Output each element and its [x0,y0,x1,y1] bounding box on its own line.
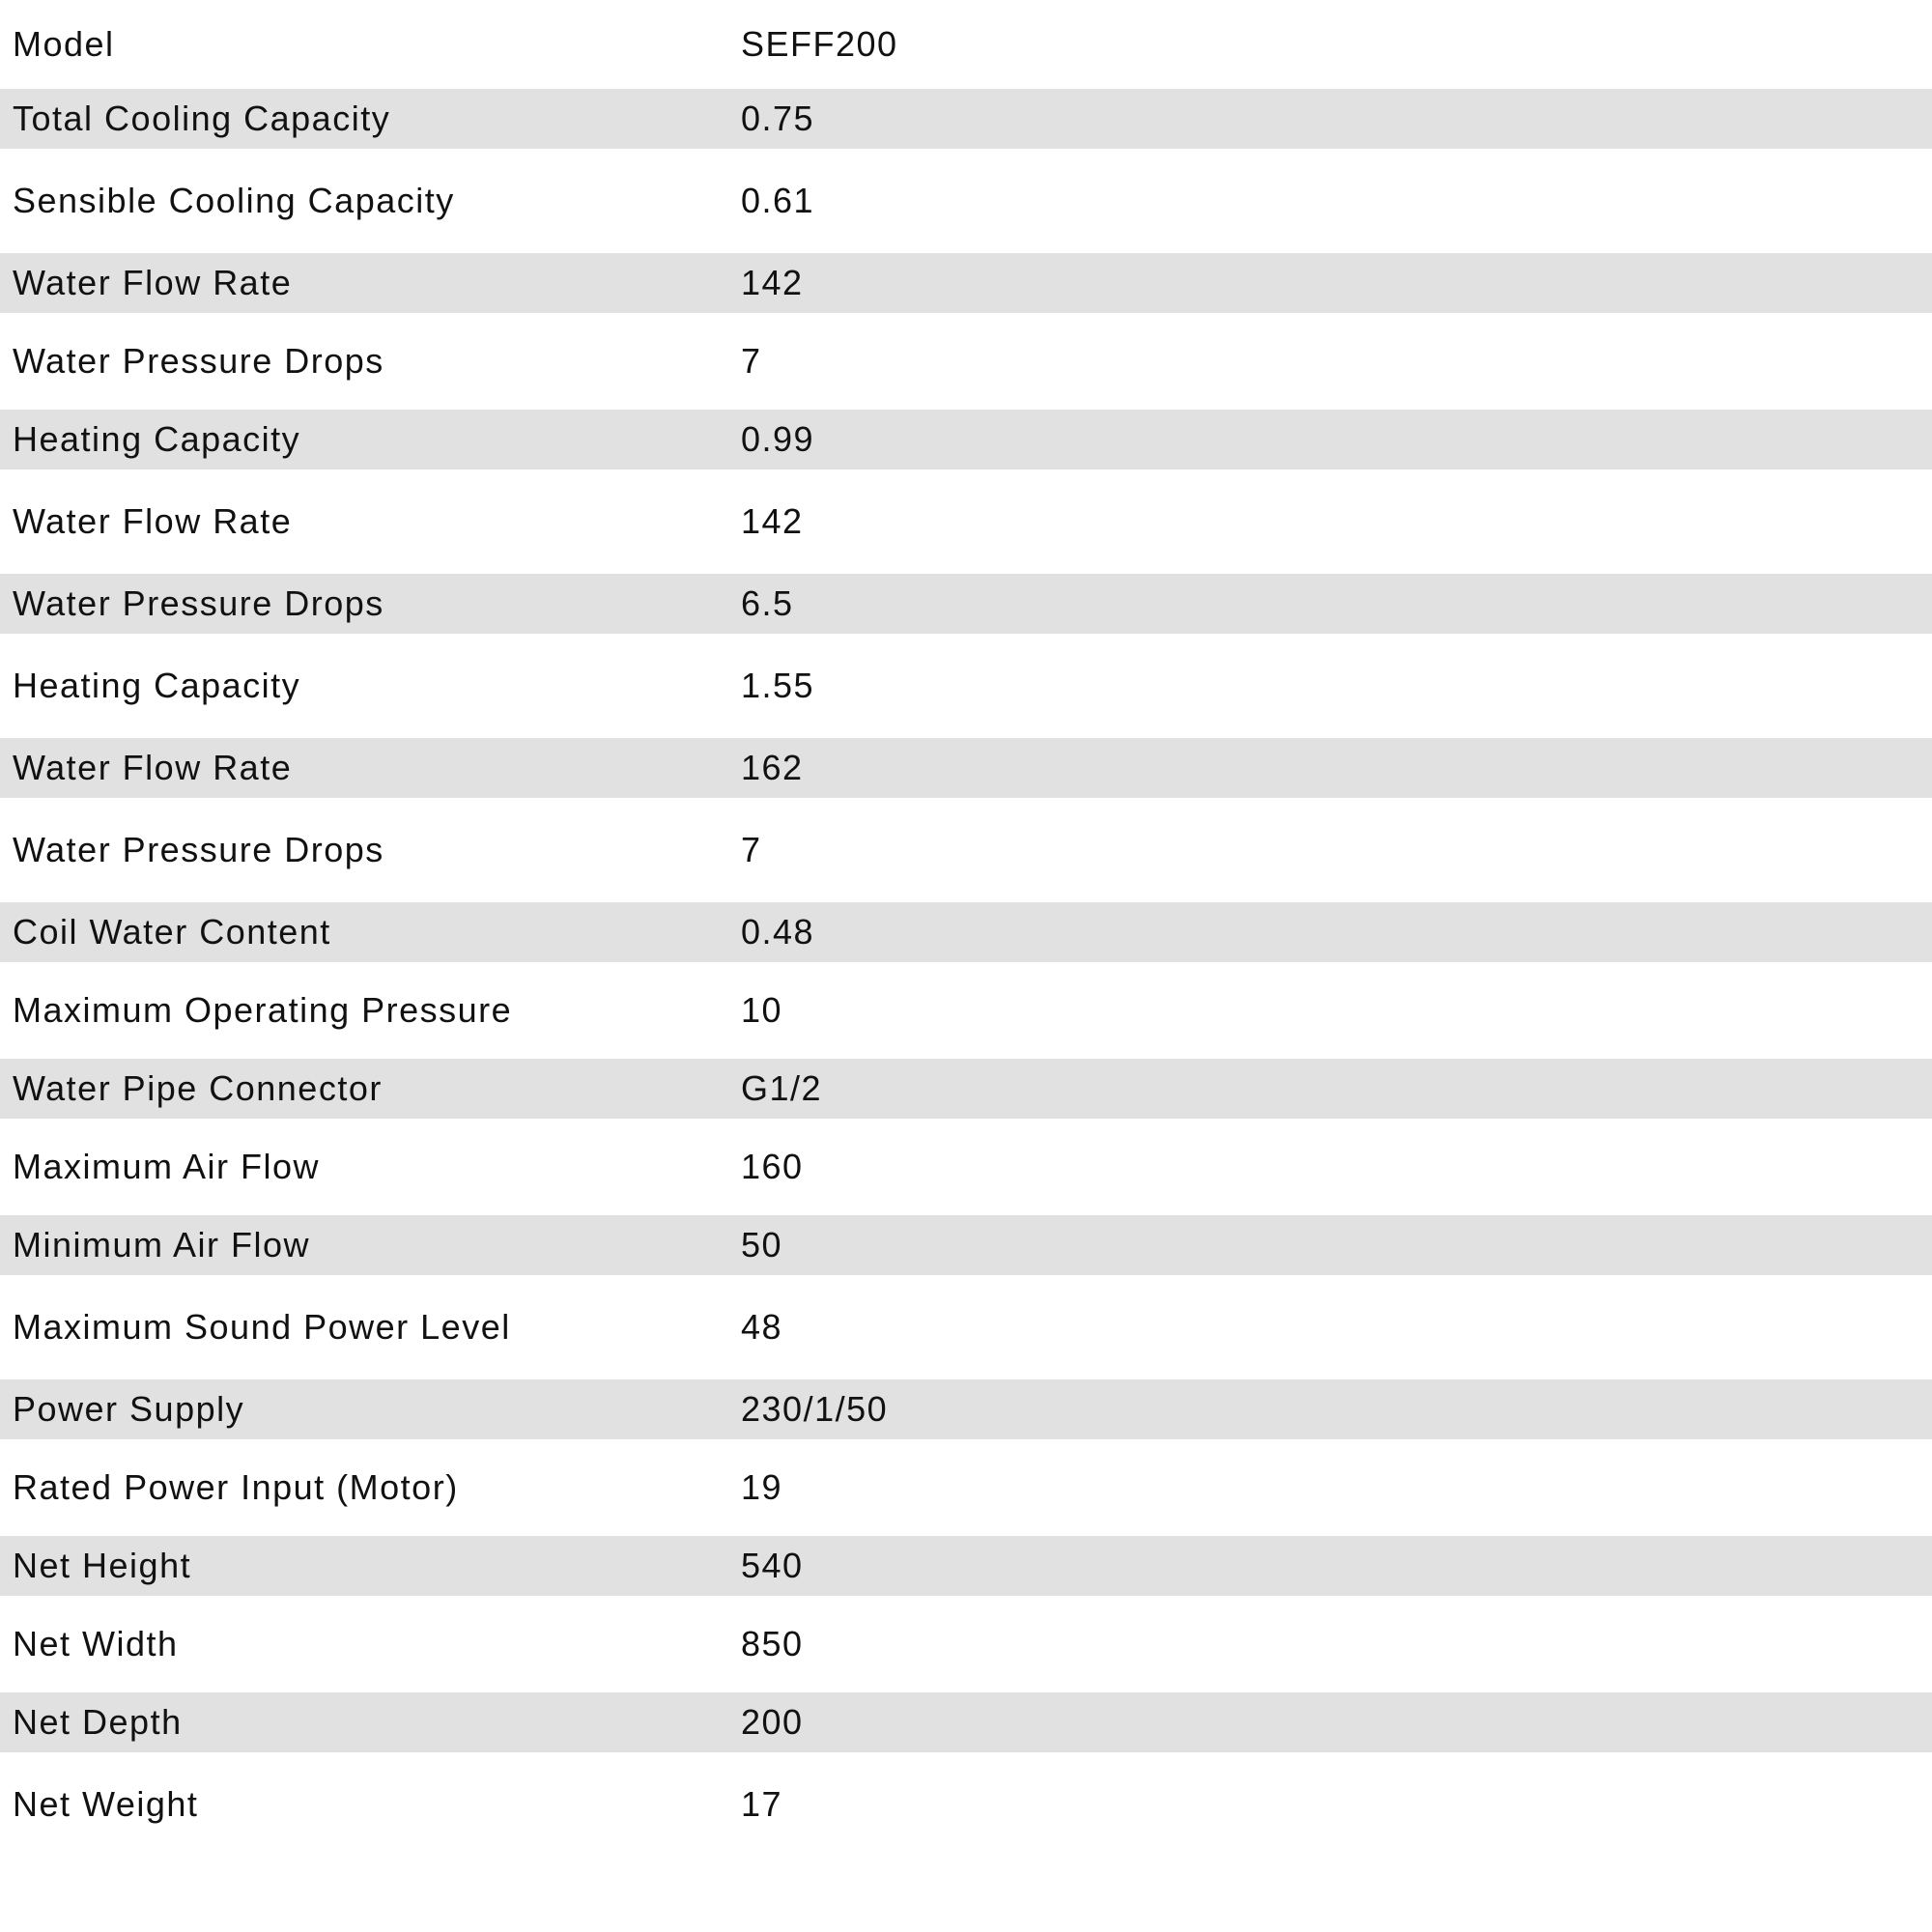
spec-label: Water Flow Rate [13,501,293,541]
spec-label: Water Flow Rate [13,263,293,302]
spec-row [0,738,1932,798]
spec-row [0,1275,1932,1379]
spec-value: 10 [741,990,783,1030]
spec-label: Net Height [13,1546,192,1585]
spec-row [0,1379,1932,1439]
spec-label: Net Depth [13,1702,183,1742]
spec-value: 200 [741,1702,804,1742]
spec-label: Heating Capacity [13,419,301,459]
spec-row [0,902,1932,962]
spec-value: 0.99 [741,419,815,459]
spec-value: 17 [741,1784,783,1824]
spec-value: 0.75 [741,99,815,138]
spec-value: 6.5 [741,583,794,623]
spec-row [0,1439,1932,1536]
spec-label: Maximum Sound Power Level [13,1307,511,1347]
spec-value: 48 [741,1307,783,1347]
spec-label: Sensible Cooling Capacity [13,181,455,220]
spec-value: 160 [741,1147,804,1186]
spec-label: Net Weight [13,1784,199,1824]
spec-row [0,1596,1932,1692]
spec-label: Rated Power Input (Motor) [13,1467,459,1507]
spec-row [0,1119,1932,1215]
spec-value: 0.48 [741,912,815,952]
spec-row [0,1215,1932,1275]
spec-value: 50 [741,1225,783,1264]
spec-label: Water Pressure Drops [13,341,384,381]
spec-row [0,149,1932,253]
spec-label: Maximum Air Flow [13,1147,321,1186]
spec-row [0,410,1932,469]
spec-value: 142 [741,263,804,302]
spec-row [0,89,1932,149]
spec-row [0,1536,1932,1596]
spec-row [0,1752,1932,1857]
spec-value: 19 [741,1467,783,1507]
spec-label: Water Pressure Drops [13,830,384,869]
spec-row [0,574,1932,634]
spec-label: Maximum Operating Pressure [13,990,513,1030]
spec-label: Model [13,24,115,64]
spec-row [0,253,1932,313]
spec-row [0,1692,1932,1752]
spec-row [0,1059,1932,1119]
spec-label: Water Pipe Connector [13,1068,383,1108]
spec-row [0,962,1932,1059]
spec-label: Coil Water Content [13,912,331,952]
spec-value: 850 [741,1624,804,1663]
spec-row [0,469,1932,574]
spec-value: G1/2 [741,1068,823,1108]
spec-label: Power Supply [13,1389,245,1429]
spec-value: SEFF200 [741,24,898,64]
spec-label: Total Cooling Capacity [13,99,391,138]
spec-value: 7 [741,341,762,381]
spec-value: 162 [741,748,804,787]
spec-value: 1.55 [741,666,815,705]
spec-value: 540 [741,1546,804,1585]
spec-row [0,634,1932,738]
spec-value: 142 [741,501,804,541]
spec-value: 7 [741,830,762,869]
spec-label: Net Width [13,1624,179,1663]
spec-value: 0.61 [741,181,815,220]
spec-row [0,313,1932,410]
spec-row [0,798,1932,902]
spec-label: Water Pressure Drops [13,583,384,623]
spec-value: 230/1/50 [741,1389,889,1429]
spec-label: Heating Capacity [13,666,301,705]
spec-row-model [0,0,1932,89]
spec-label: Minimum Air Flow [13,1225,311,1264]
spec-label: Water Flow Rate [13,748,293,787]
